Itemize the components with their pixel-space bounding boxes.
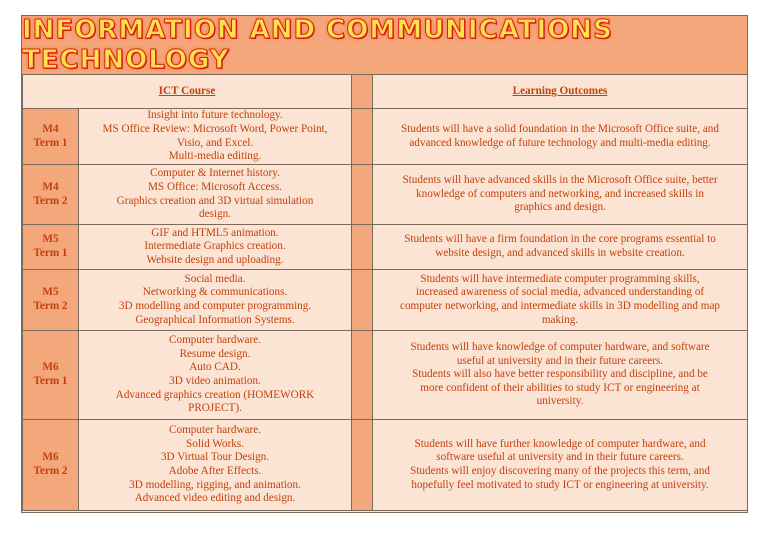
course-cell <box>79 109 352 165</box>
table-row <box>23 165 748 225</box>
term-label <box>23 165 79 225</box>
column-gap <box>352 165 373 225</box>
course-line: Advanced video editing and design. <box>134 492 296 505</box>
outcome-line: increased awareness of social media, advanced understanding of <box>415 286 705 299</box>
course-line: 3D modelling and computer programming. <box>118 300 312 312</box>
outcome-line: computer networking, and intermediate skills in 3D modelling and map <box>400 300 721 312</box>
course-line: Networking & communications. <box>142 286 288 299</box>
outcome-line: website design, and advanced skills in website creation. <box>435 247 685 259</box>
course-line: Solid Works. <box>186 437 244 450</box>
course-line: Multi-media editing. <box>168 150 262 163</box>
course-line: Resume design. <box>179 347 251 360</box>
course-cell <box>79 225 352 270</box>
outcome-cell <box>373 225 748 270</box>
page-title: INFORMATION AND COMMUNICATIONS TECHNOLOGY <box>22 15 613 75</box>
outcome-line: advanced knowledge of future technology and multi-media editing. <box>409 136 711 149</box>
course-line: MS Office: Microsoft Access. <box>147 180 283 193</box>
outcome-cell <box>373 270 748 331</box>
outcome-line: knowledge of computers and networking, and increased skills in <box>416 187 705 200</box>
course-line: Auto CAD. <box>189 361 241 374</box>
table-row <box>23 109 748 165</box>
course-header <box>23 75 352 109</box>
outcome-line: Students will have further knowledge of computer hardware, and <box>414 437 706 450</box>
course-cell <box>79 420 352 511</box>
column-gap <box>352 225 373 270</box>
course-line: MS Office Review: Microsoft Word, Power Point, <box>102 122 328 135</box>
outcome-line: useful at university and in their future careers. <box>456 354 664 367</box>
outcome-cell <box>373 331 748 420</box>
course-line: Website design and uploading. <box>146 253 284 266</box>
term-label <box>23 331 79 420</box>
course-line: Geographical Information Systems. <box>135 313 295 326</box>
table-row <box>23 331 748 420</box>
course-line: Computer hardware. <box>169 424 261 437</box>
course-line: 3D video animation. <box>169 375 261 387</box>
term-name: Term 2 <box>33 465 68 477</box>
outcomes-header-label: Learning Outcomes <box>512 84 608 97</box>
column-gap <box>352 270 373 331</box>
table-row <box>23 225 748 270</box>
term-name: Term 1 <box>33 375 68 387</box>
outcome-line: Students will also have better responsibility and discipline, and be <box>412 368 708 381</box>
outcome-line: Students will enjoy discovering many of the projects this term, and <box>410 465 710 477</box>
course-line: GIF and HTML5 animation. <box>151 226 279 239</box>
table-row <box>23 270 748 331</box>
term-name: Term 2 <box>33 300 68 312</box>
course-line: Visio, and Excel. <box>176 136 254 149</box>
column-gap <box>352 109 373 165</box>
course-cell <box>79 331 352 420</box>
outcome-line: graphics and design. <box>514 201 606 214</box>
level-label: M4 <box>42 180 59 193</box>
course-line: Computer & Internet history. <box>150 167 280 180</box>
column-gap <box>352 331 373 420</box>
outcome-line: Students will have knowledge of computer hardware, and software <box>410 341 710 354</box>
level-label: M4 <box>42 122 59 135</box>
term-name: Term 2 <box>33 194 68 207</box>
level-label: M6 <box>42 451 59 464</box>
outcome-line: more confident of their abilities to study ICT or engineering at <box>420 381 700 394</box>
term-name: Term 1 <box>33 247 68 259</box>
curriculum-table <box>22 74 748 511</box>
level-label: M5 <box>42 286 59 299</box>
header-row <box>23 75 748 109</box>
outcome-line: Students will have a firm foundation in the core programs essential to <box>404 233 716 246</box>
course-line: Insight into future technology. <box>147 109 283 122</box>
outcome-line: Students will have a solid foundation in the Microsoft Office suite, and <box>401 122 719 135</box>
outcome-cell <box>373 420 748 511</box>
course-line: Advanced graphics creation (HOMEWORK <box>115 388 315 401</box>
course-line: Social media. <box>184 272 246 285</box>
level-label: M5 <box>42 233 59 246</box>
outcome-cell <box>373 109 748 165</box>
outcome-line: Students will have advanced skills in the Microsoft Office suite, better <box>402 174 718 187</box>
term-label <box>23 109 79 165</box>
outcome-line: hopefully feel motivated to study ICT or engineering at university. <box>411 478 709 491</box>
course-line: PROJECT). <box>188 402 242 415</box>
term-label <box>23 225 79 270</box>
curriculum-sheet <box>21 15 748 513</box>
column-gap <box>352 75 373 109</box>
outcomes-header <box>373 75 748 109</box>
title-banner <box>22 16 747 75</box>
course-cell <box>79 270 352 331</box>
outcome-line: making. <box>541 313 579 326</box>
term-name: Term 1 <box>33 136 68 149</box>
outcome-cell <box>373 165 748 225</box>
course-header-label: ICT Course <box>158 84 216 97</box>
column-gap <box>352 420 373 511</box>
course-line: Graphics creation and 3D virtual simulation <box>116 194 314 207</box>
course-line: 3D modelling, rigging, and animation. <box>129 478 301 491</box>
outcome-line: university. <box>536 395 584 408</box>
course-line: Computer hardware. <box>169 334 261 347</box>
term-label <box>23 270 79 331</box>
course-cell <box>79 165 352 225</box>
course-line: Adobe After Effects. <box>168 465 262 477</box>
level-label: M6 <box>42 361 59 374</box>
table-row <box>23 420 748 511</box>
outcome-line: software useful at university and in their future careers. <box>436 451 684 464</box>
course-line: design. <box>199 208 232 221</box>
term-label <box>23 420 79 511</box>
course-line: 3D Virtual Tour Design. <box>160 451 270 464</box>
outcome-line: Students will have intermediate computer programming skills, <box>420 272 700 285</box>
course-line: Intermediate Graphics creation. <box>144 240 286 253</box>
